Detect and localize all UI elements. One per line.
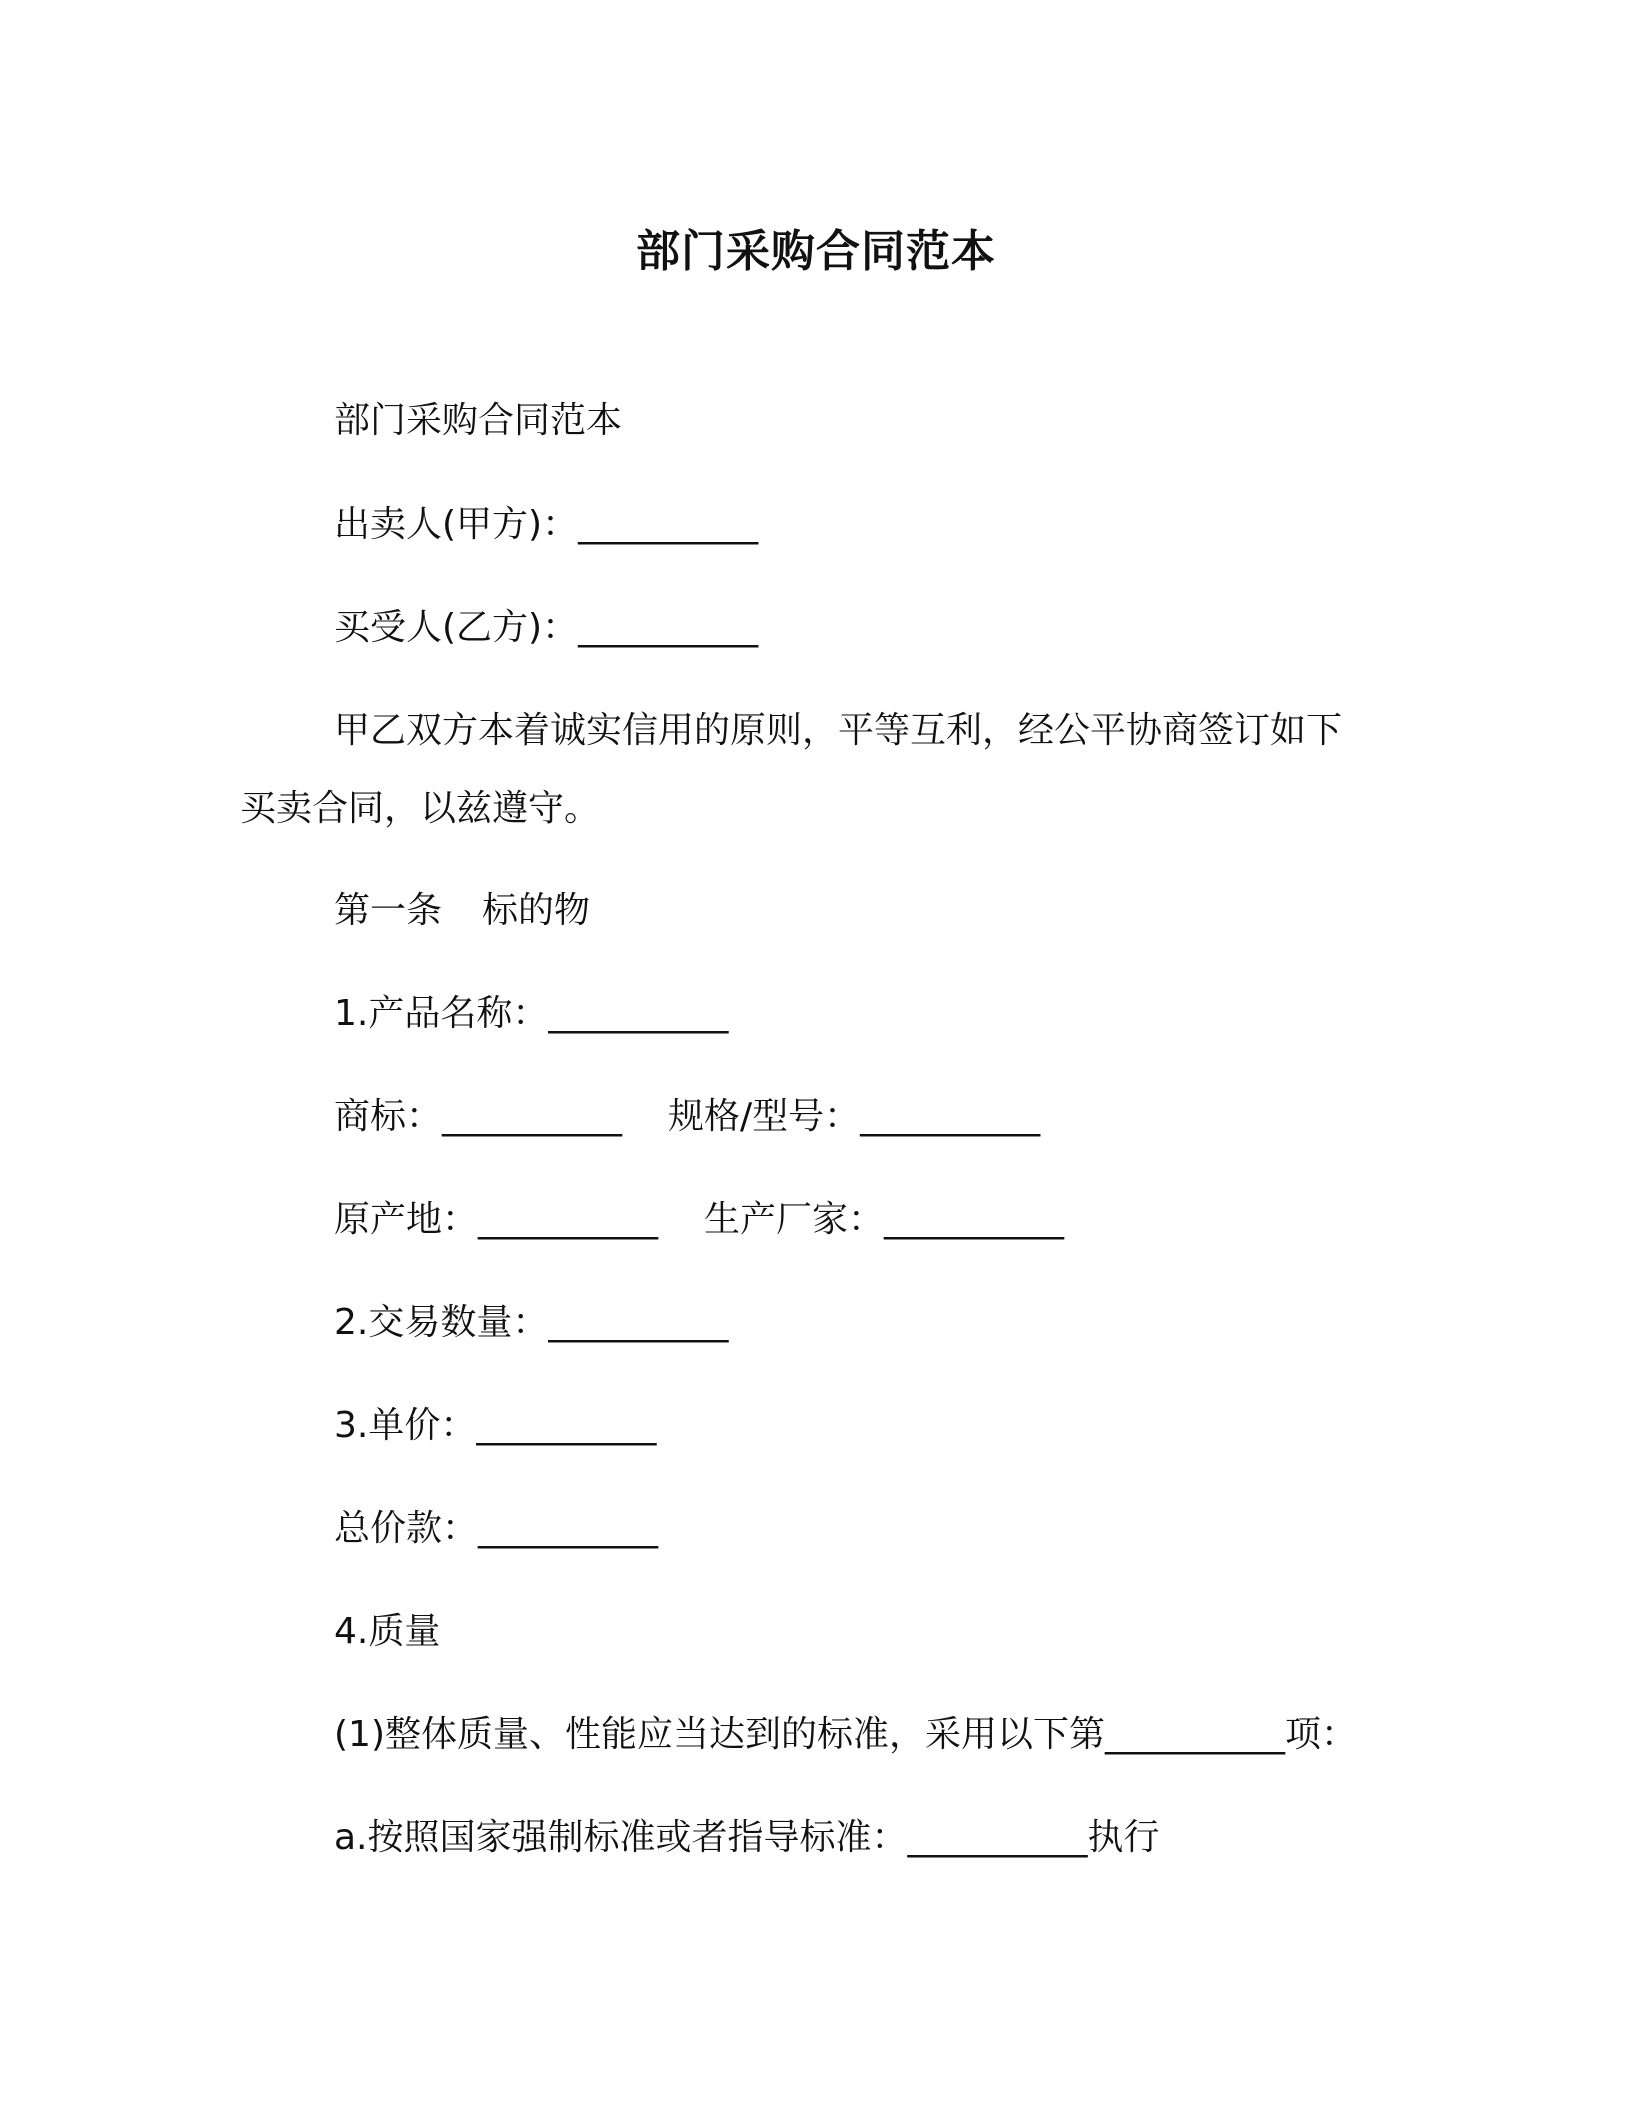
- product-name-line: 1.产品名称：__________: [334, 993, 729, 1034]
- origin-field: 原产地：__________: [334, 1199, 659, 1240]
- article-number: 第一条: [334, 890, 443, 931]
- preamble-line-1: 甲乙双方本着诚实信用的原则，平等互利，经公平协商签订如下: [334, 710, 1343, 751]
- buyer-line: 买受人(乙方)：__________: [334, 607, 759, 648]
- total-price-line: 总价款：__________: [334, 1508, 659, 1549]
- preamble-line-2: 买卖合同，以兹遵守。: [240, 788, 601, 829]
- document-title: 部门采购合同范本: [636, 226, 996, 277]
- article-one-heading: [334, 886, 590, 936]
- trademark-field: 商标：__________: [334, 1096, 623, 1137]
- article-title: 标的物: [482, 890, 591, 931]
- origin-manufacturer-line: [334, 1195, 1064, 1245]
- quality-heading: 4.质量: [334, 1611, 441, 1652]
- body-heading: 部门采购合同范本: [334, 400, 623, 441]
- spec-model-field: 规格/型号：__________: [668, 1096, 1041, 1137]
- manufacturer-field: 生产厂家：__________: [704, 1199, 1065, 1240]
- unit-price-line: 3.单价：__________: [334, 1405, 657, 1446]
- trademark-spec-line: [334, 1092, 1040, 1142]
- seller-line: 出卖人(甲方)：__________: [334, 504, 759, 545]
- quality-standard-line: (1)整体质量、性能应当达到的标准，采用以下第__________项：: [334, 1714, 1357, 1755]
- quantity-line: 2.交易数量：__________: [334, 1302, 729, 1343]
- national-standard-line: a.按照国家强制标准或者指导标准：__________执行: [334, 1817, 1160, 1858]
